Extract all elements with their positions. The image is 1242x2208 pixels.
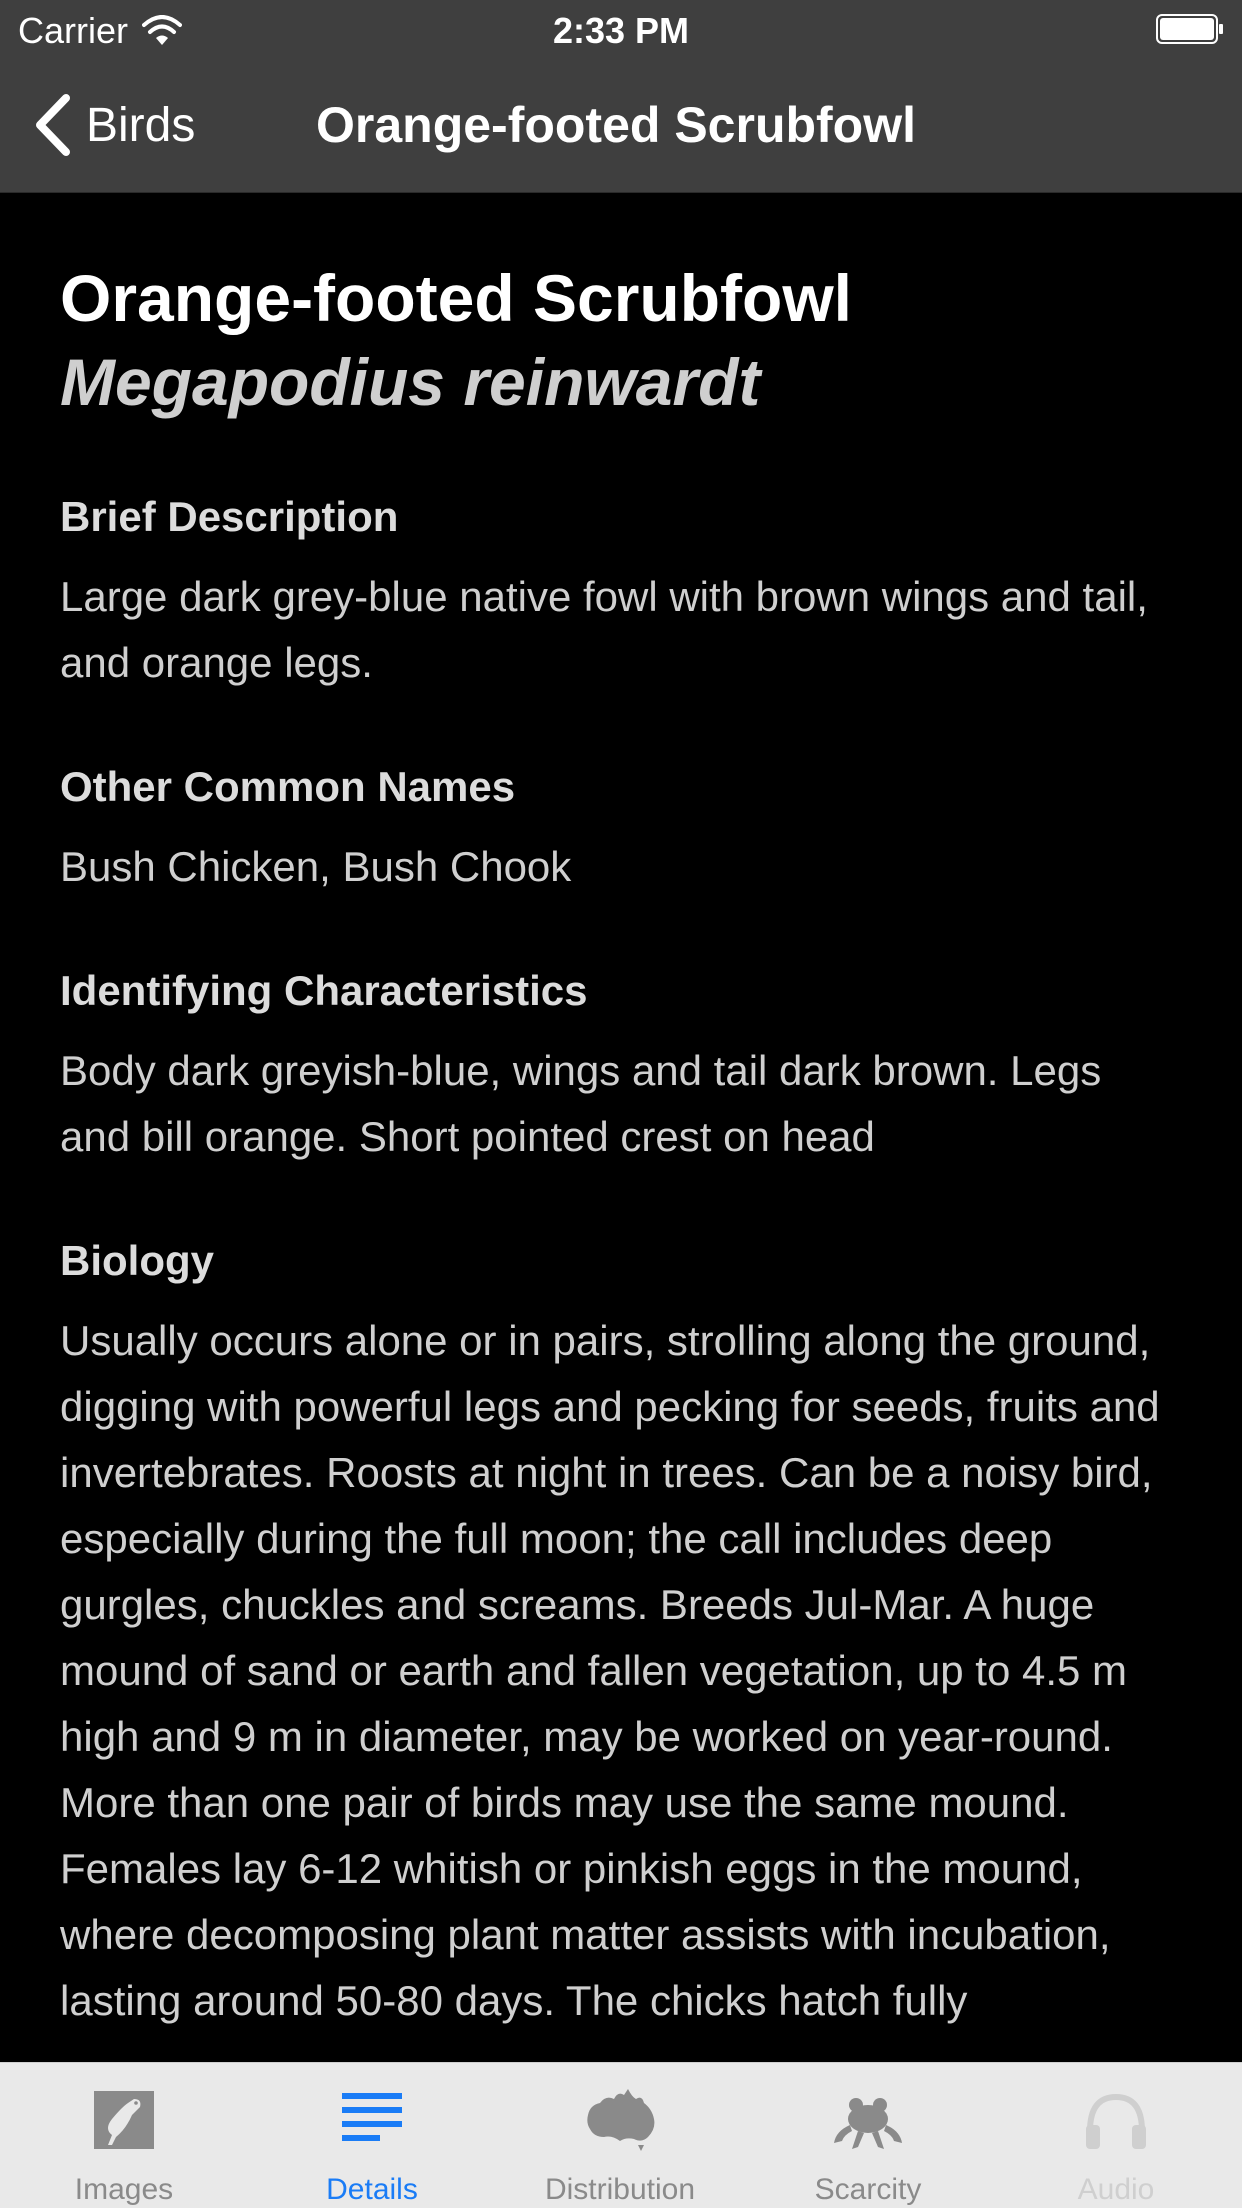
- tab-bar: [0, 2062, 1242, 2208]
- list-lines-icon: [330, 2085, 414, 2155]
- species-scientific-name: Megapodius reinwardt: [60, 345, 761, 419]
- tab-scarcity[interactable]: [744, 2063, 992, 2208]
- tab-label: Audio: [1077, 2173, 1155, 2206]
- tab-images[interactable]: [0, 2063, 248, 2208]
- section-title: Identifying Characteristics: [60, 967, 588, 1014]
- carrier-label: Carrier: [18, 10, 129, 51]
- section-body: Large dark grey-blue native fowl with brown wings and tail, and orange legs.: [60, 573, 1148, 686]
- section-title: Biology: [60, 1237, 214, 1284]
- section-title: Other Common Names: [60, 763, 516, 810]
- section-other-common-names: [60, 762, 1182, 900]
- section-body: Bush Chicken, Bush Chook: [60, 843, 572, 890]
- tab-audio[interactable]: [992, 2063, 1240, 2208]
- tab-label: Scarcity: [814, 2173, 922, 2206]
- headphones-icon: [1074, 2085, 1158, 2155]
- tab-label: Images: [74, 2173, 174, 2206]
- tab-details[interactable]: [248, 2063, 496, 2208]
- details-content: [0, 192, 1242, 2034]
- species-common-name: Orange-footed Scrubfowl: [60, 261, 852, 335]
- section-body: Body dark greyish-blue, wings and tail dark brown. Legs and bill orange. Short pointed crest on head: [60, 1047, 1102, 1160]
- tab-label: Details: [326, 2173, 418, 2206]
- tab-label: Distribution: [544, 2173, 696, 2206]
- nav-title: Orange-footed Scrubfowl: [316, 97, 916, 153]
- australia-map-icon: [578, 2085, 662, 2155]
- navigation-bar: [0, 60, 1242, 193]
- section-biology: [60, 1236, 1182, 2034]
- section-brief-description: [60, 492, 1182, 696]
- status-bar: [0, 0, 1242, 60]
- section-body: Usually occurs alone or in pairs, strolling along the ground, digging with powerful legs and pecking for seeds, fruits and invertebrates. Roosts at night in trees. Can be a noisy bird, especially during the full moon; the call includes deep gurgles, chuckles and screams. Breeds Jul-Mar. A huge mound of sand or earth and fallen vegetation, up to 4.5 m high and 9 m in diameter, may be worked on year-round. More than one pair of birds may use the same mound. Females lay 6-12 whitish or pinkish eggs in the mound, where decomposing plant matter assists with incubation, lasting around 50-80 days. The chicks hatch fully: [60, 1317, 1160, 2024]
- section-title: Brief Description: [60, 493, 399, 540]
- chevron-left-icon: [30, 92, 74, 158]
- section-identifying-characteristics: [60, 966, 1182, 1170]
- frog-icon: [826, 2085, 910, 2155]
- tab-distribution[interactable]: [496, 2063, 744, 2208]
- back-button-label: Birds: [86, 98, 196, 152]
- status-time: 2:33 PM: [552, 10, 690, 51]
- details-scroll-view[interactable]: [0, 192, 1242, 2062]
- bird-image-icon: [82, 2085, 166, 2155]
- back-button[interactable]: [30, 90, 195, 160]
- battery-icon: [1156, 14, 1224, 44]
